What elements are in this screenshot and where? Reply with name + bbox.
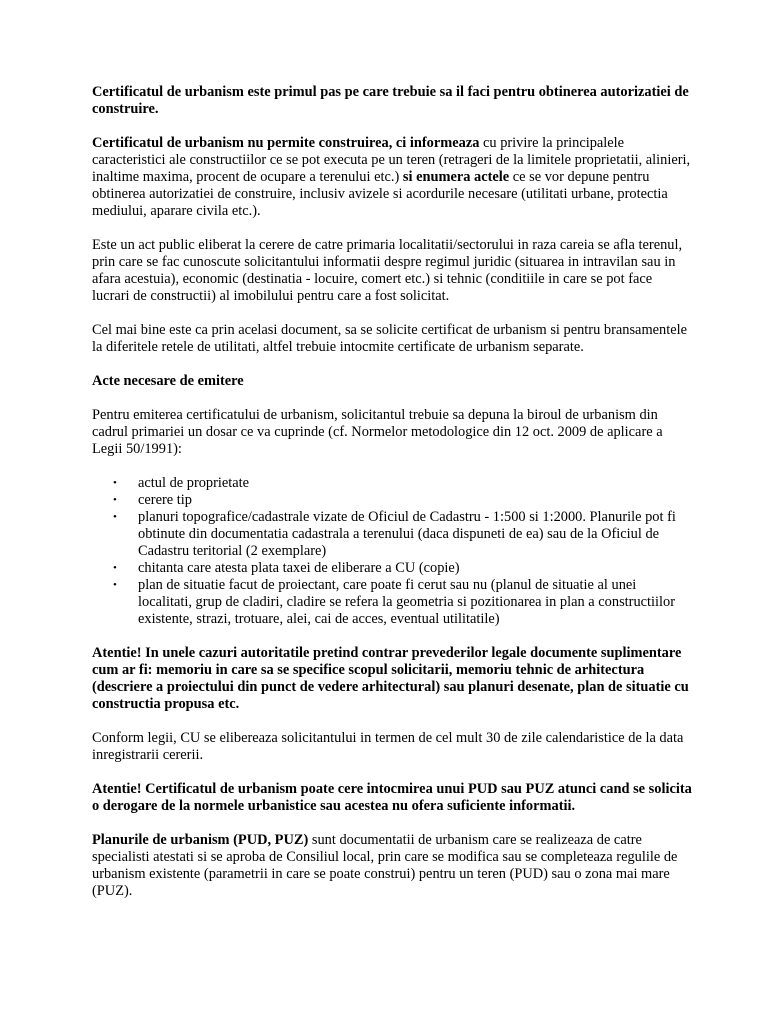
public-act-paragraph: Este un act public eliberat la cerere de catre primaria localitatii/sectorului in raza careia se afla terenul, prin care se fac cunoscute solicitantului informatii despre regimul juridic (situarea in intravilan sau in afara acestuia), economic (destinatia - locuire, comert etc.) si tehnic (conditiile in care se pot face lucrari de constructii) al imobilului pentru care a fost solicitat. (92, 237, 683, 304)
document-page (92, 84, 692, 917)
section-heading-acte: Acte necesare de emitere (92, 373, 244, 389)
list-item (92, 475, 692, 492)
list-item (92, 560, 692, 577)
deadline-paragraph: Conform legii, CU se elibereaza solicitantului in termen de cel mult 30 de zile calendaristice de la data inregistrarii cererii. (92, 730, 684, 763)
list-item-text: actul de proprietate (138, 475, 250, 491)
utilities-paragraph: Cel mai bine este ca prin acelasi document, sa se solicite certificat de urbanism si pentru bransamentele la diferitele retele de utilitati, altfel trebuie intocmite certificate de urbanism separate. (92, 322, 687, 355)
dossier-paragraph: Pentru emiterea certificatului de urbanism, solicitantul trebuie sa depuna la biroul de urbanism din cadrul primariei un dosar ce va cuprinde (cf. Normelor metodologice din 12 oct. 2009 de aplicare a Legii 50/1991): (92, 407, 663, 457)
list-item-text: plan de situatie facut de proiectant, care poate fi cerut sau nu (planul de situatie al unei localitati, grup de cladiri, cladire se refera la geometria si pozitionarea in plan a constructiilor existente, strazi, trotuare, alei, cai de acces, eventual utilitatile) (138, 577, 676, 627)
list-item-text: cerere tip (138, 492, 192, 508)
list-item (92, 577, 692, 628)
urban-plans-paragraph (92, 832, 692, 900)
urban-plans-text: sunt documentatii de urbanism care se realizeaza de catre specialisti atestati si se aproba de Consiliul local, prin care se modifica sau se completeaza regulile de urbanism existente (parametrii in care se poate construi) pentru un teren (PUD) sau o zona mai mare (PUZ). (92, 832, 678, 899)
list-item (92, 492, 692, 509)
warning-paragraph-pud-puz: Atentie! Certificatul de urbanism poate cere intocmirea unui PUD sau PUZ atunci cand se solicita o derogare de la normele urbanistice sau acestea nu ofera suficiente informatii. (92, 781, 692, 814)
definition-text-a: cu privire la principalele caracteristici ale constructiilor ce se pot executa pe un teren (retrageri de la limitele proprietatii, alinieri, inaltime maxima, procent de ocupare a terenului etc.) (92, 135, 691, 185)
urban-plans-bold: Planurile de urbanism (PUD, PUZ) (92, 832, 309, 848)
definition-text-b: ce se vor depune pentru obtinerea autorizatiei de construire, inclusiv avizele si acordurile necesare (utilitati urbane, protectia mediului, aparare civila etc.). (92, 169, 668, 219)
bullet-icon: • (113, 579, 117, 591)
bullet-icon: • (113, 562, 117, 574)
list-item-text: chitanta care atesta plata taxei de eliberare a CU (copie) (138, 560, 460, 576)
bullet-icon: • (113, 477, 117, 489)
definition-paragraph (92, 135, 692, 220)
bullet-icon: • (113, 494, 117, 506)
warning-paragraph-extra-docs: Atentie! In unele cazuri autoritatile pretind contrar prevederilor legale documente suplimentare cum ar fi: memoriu in care sa se specifice scopul solicitarii, memoriu tehnic de arhitectura (descriere a proiectului din punct de vedere arhitectural) sau planuri desenate, plan de situatie cu constructia propusa etc. (92, 645, 689, 712)
bullet-icon: • (113, 511, 117, 523)
definition-bold-b: si enumera actele (402, 169, 510, 185)
intro-paragraph: Certificatul de urbanism este primul pas pe care trebuie sa il faci pentru obtinerea autorizatiei de construire. (92, 84, 689, 117)
list-item (92, 509, 692, 560)
required-documents-list (92, 475, 692, 628)
list-item-text: planuri topografice/cadastrale vizate de Oficiul de Cadastru - 1:500 si 1:2000. Planurile pot fi obtinute din documentatia cadastrala a terenului (daca dispuneti de ea) sau de la Oficiul de Cadastru teritorial (2 exemplare) (138, 509, 676, 559)
definition-bold-a: Certificatul de urbanism nu permite construirea, ci informeaza (92, 135, 480, 151)
